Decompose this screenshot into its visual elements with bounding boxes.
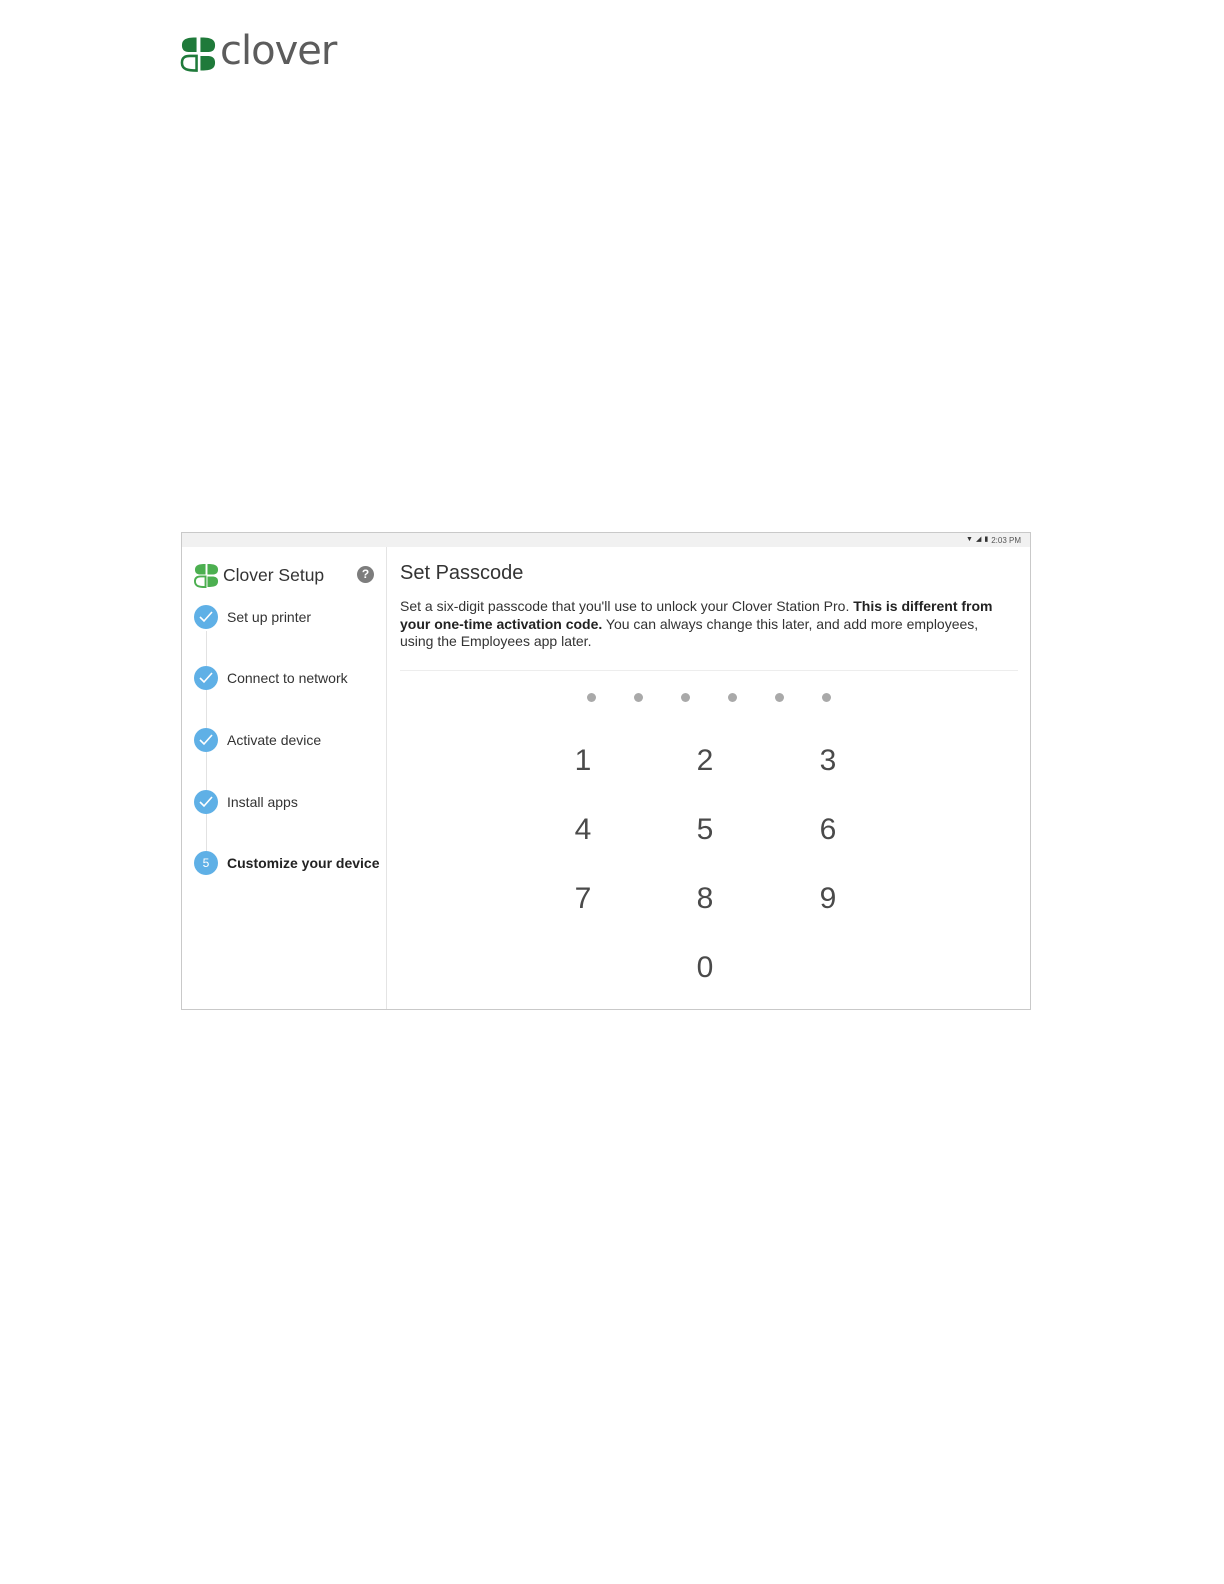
step-install-apps[interactable] xyxy=(194,789,298,814)
keypad-key-1[interactable]: 1 xyxy=(574,744,592,777)
passcode-dot xyxy=(728,693,737,702)
step-label: Set up printer xyxy=(227,608,312,625)
step-label: Customize your device xyxy=(227,854,380,871)
keypad-key-6[interactable]: 6 xyxy=(819,813,837,846)
passcode-dot xyxy=(775,693,784,702)
step-label: Connect to network xyxy=(227,669,348,686)
keypad-key-2[interactable]: 2 xyxy=(696,744,714,777)
desc-part-3: You can always change this later, and add more employees, using the Employees app later. xyxy=(400,615,979,649)
check-circle-icon xyxy=(194,605,218,629)
clover-leaf-icon xyxy=(194,563,219,588)
desc-part-2: This is different from your one-time activation code. xyxy=(400,598,993,632)
help-icon[interactable]: ? xyxy=(357,566,374,583)
wifi-icon: ▼ xyxy=(966,536,973,543)
passcode-dot xyxy=(587,693,596,702)
sidebar-title: Clover Setup xyxy=(223,564,325,585)
signal-icon: ◢ xyxy=(975,536,982,543)
logo-wordmark: clover xyxy=(220,28,337,74)
step-connect-to-network[interactable] xyxy=(194,665,348,690)
check-circle-icon xyxy=(194,728,218,752)
check-circle-icon xyxy=(194,790,218,814)
clover-logo xyxy=(180,28,337,74)
keypad-key-4[interactable]: 4 xyxy=(574,813,592,846)
step-set-up-printer[interactable] xyxy=(194,604,311,629)
device-screen xyxy=(181,532,1031,1010)
keypad-key-0[interactable]: 0 xyxy=(696,951,714,984)
divider xyxy=(400,670,1018,671)
clover-logo-icon xyxy=(180,35,217,73)
sidebar-header xyxy=(194,562,372,588)
passcode-dot xyxy=(681,693,690,702)
setup-sidebar xyxy=(182,547,387,1009)
keypad-key-3[interactable]: 3 xyxy=(819,744,837,777)
step-label: Activate device xyxy=(227,731,322,748)
passcode-description xyxy=(400,598,1008,651)
check-circle-icon xyxy=(194,666,218,690)
step-activate-device[interactable] xyxy=(194,727,321,752)
step-label: Install apps xyxy=(227,793,298,810)
keypad-key-8[interactable]: 8 xyxy=(696,882,714,915)
page-title: Set Passcode xyxy=(400,562,524,584)
step-number-badge: 5 xyxy=(194,851,218,875)
status-bar xyxy=(182,533,1030,547)
battery-icon: ▮ xyxy=(984,536,989,543)
main-panel xyxy=(387,547,1030,1009)
passcode-dot xyxy=(634,693,643,702)
step-customize-your-device[interactable] xyxy=(194,850,380,875)
passcode-dot xyxy=(822,693,831,702)
keypad-key-7[interactable]: 7 xyxy=(574,882,592,915)
status-time: 2:03 PM xyxy=(991,535,1021,545)
status-area xyxy=(966,534,1021,546)
desc-part-1: Set a six-digit passcode that you'll use to unlock your Clover Station Pro. xyxy=(400,598,854,614)
keypad-key-5[interactable]: 5 xyxy=(696,813,714,846)
keypad-key-9[interactable]: 9 xyxy=(819,882,837,915)
